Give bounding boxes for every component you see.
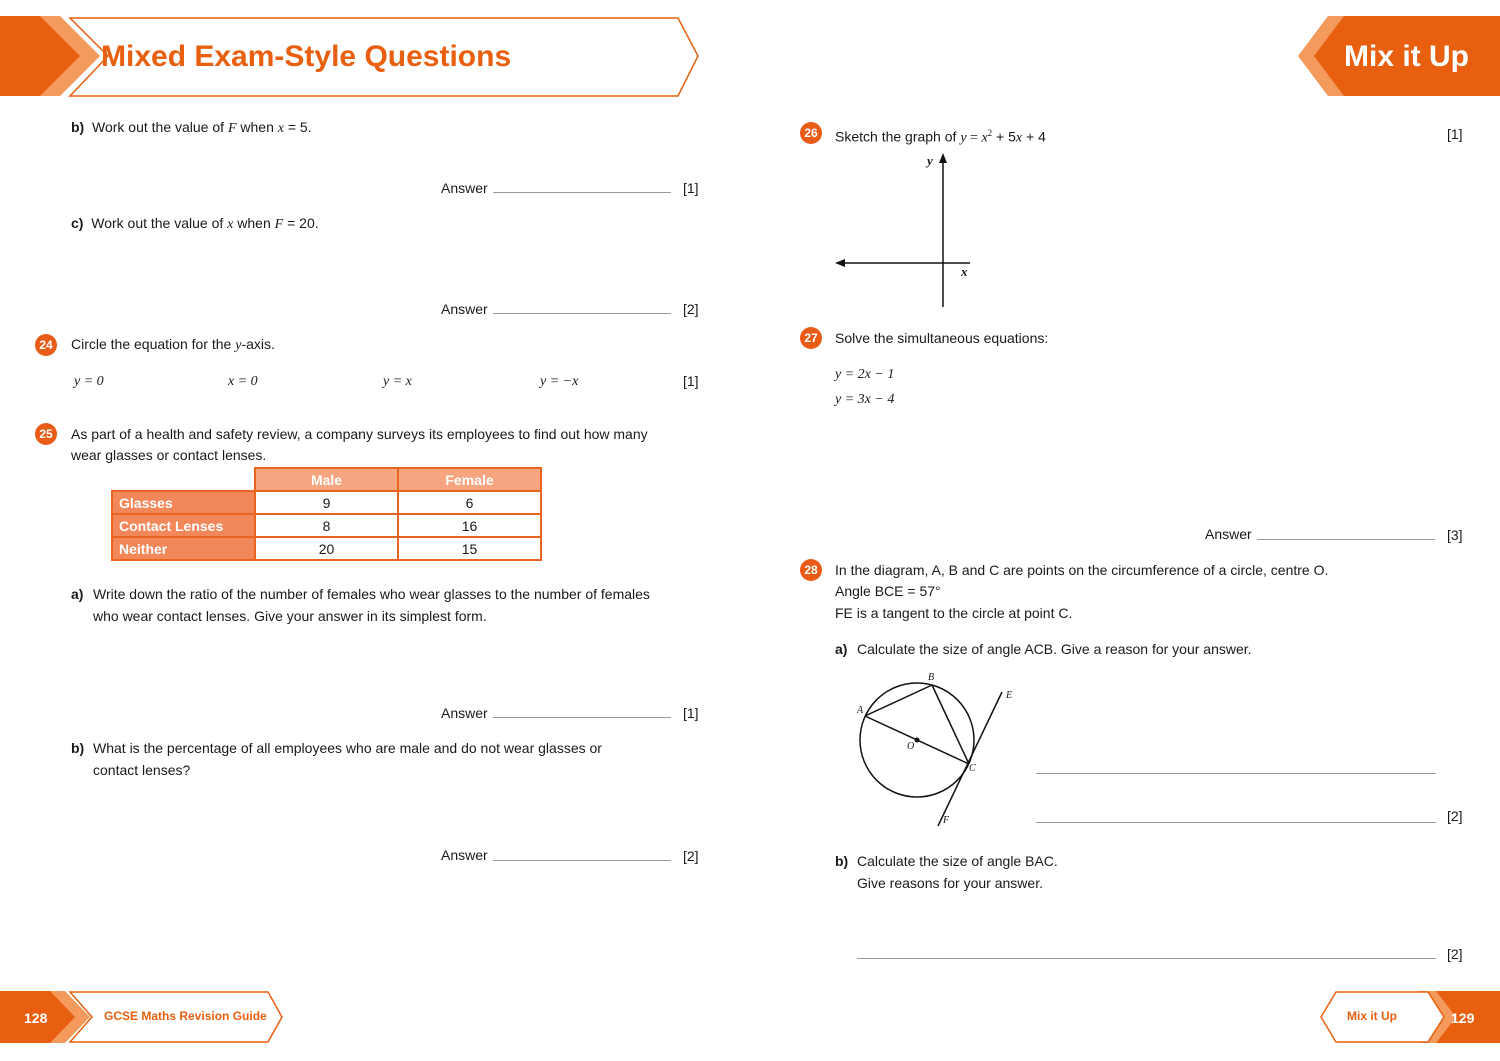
q25a-marks: [1] — [683, 705, 699, 721]
label-b: B — [928, 672, 935, 683]
question-number-26: 26 — [800, 122, 822, 144]
q28-line-1: In the diagram, A, B and C are points on the circumference of a circle, centre O. — [835, 562, 1329, 578]
table-cell: 8 — [255, 514, 398, 537]
q24-option-3[interactable]: y = x — [383, 374, 412, 389]
q28a-answer-line-2[interactable] — [1036, 822, 1436, 823]
table-cell: 6 — [398, 491, 541, 514]
page-number-right: 129 — [1451, 1010, 1475, 1026]
q25-line-1: As part of a health and safety review, a company surveys its employees to find out how many — [71, 426, 648, 442]
q24-option-4[interactable]: y = −x — [540, 374, 579, 389]
q25a-line-2: who wear contact lenses. Give your answer in its simplest form. — [93, 608, 487, 624]
q25a-part: a) — [71, 586, 84, 602]
q25b-part: b) — [71, 740, 85, 756]
q23c-marks: [2] — [683, 301, 699, 317]
q23c-answer-line[interactable] — [493, 313, 671, 314]
label-c: C — [969, 763, 976, 774]
column-header: Male — [255, 468, 398, 491]
table-cell: 9 — [255, 491, 398, 514]
x-axis-arrow — [835, 259, 845, 267]
q26-axes[interactable] — [830, 150, 980, 310]
q26-x-axis-label: x — [961, 264, 968, 279]
label-o: O — [907, 741, 915, 752]
question-number-28: 28 — [800, 559, 822, 581]
question-number-27: 27 — [800, 327, 822, 349]
question-number-24: 24 — [35, 334, 57, 356]
centre-point — [915, 738, 920, 743]
page-title: Mixed Exam-Style Questions — [101, 40, 512, 73]
q28a-answer-line-1[interactable] — [1036, 773, 1436, 774]
tangent-fe — [938, 692, 1002, 826]
q27-answer-line[interactable] — [1257, 539, 1435, 540]
q28-line-2: Angle BCE = 57° — [835, 583, 941, 599]
row-header: Glasses — [112, 491, 255, 514]
answer-label: Answer — [441, 180, 488, 196]
q28b-part: b) — [835, 853, 849, 869]
column-header: Female — [398, 468, 541, 491]
row-header: Contact Lenses — [112, 514, 255, 537]
section-title: Mix it Up — [1344, 40, 1469, 73]
q25a-line-1: Write down the ratio of the number of females who wear glasses to the number of females — [93, 586, 650, 602]
q27-equation-1: y = 2x − 1 — [835, 367, 895, 382]
table-row — [112, 514, 541, 537]
q26-question: Sketch the graph of $y = x^2 + 5x + 4$ — [835, 128, 1046, 146]
survey-table — [111, 467, 542, 561]
book-title: GCSE Maths Revision Guide — [104, 1009, 267, 1023]
table-row — [112, 537, 541, 560]
label-f: F — [943, 815, 950, 826]
q25b-line-2: contact lenses? — [93, 762, 191, 778]
q23b-part: b) — [71, 119, 85, 135]
table-row — [112, 491, 541, 514]
table-header-row — [112, 468, 541, 491]
q25b-marks: [2] — [683, 848, 699, 864]
q24-marks: [1] — [683, 373, 699, 389]
q25a-answer-line[interactable] — [493, 717, 671, 718]
answer-label: Answer — [441, 301, 488, 317]
question-number-25: 25 — [35, 423, 57, 445]
table-cell: 16 — [398, 514, 541, 537]
q23b-marks: [1] — [683, 180, 699, 196]
q28b-marks: [2] — [1447, 946, 1463, 962]
answer-label: Answer — [441, 847, 488, 863]
q25b-line-1: What is the percentage of all employees who are male and do not wear glasses or — [93, 740, 602, 756]
q28b-answer-line[interactable] — [857, 958, 1436, 959]
footer-section: Mix it Up — [1347, 1009, 1397, 1023]
answer-label: Answer — [1205, 526, 1252, 542]
label-e: E — [1006, 690, 1013, 701]
row-header: Neither — [112, 537, 255, 560]
q24-option-1[interactable]: y = 0 — [74, 374, 104, 389]
q28a-marks: [2] — [1447, 808, 1463, 824]
q25b-answer-line[interactable] — [493, 860, 671, 861]
table-cell: 15 — [398, 537, 541, 560]
chord-bc — [932, 685, 969, 764]
page-number-left: 128 — [24, 1010, 48, 1026]
q28-line-3: FE is a tangent to the circle at point C. — [835, 605, 1073, 621]
q27-marks: [3] — [1447, 527, 1463, 543]
q28b-line-2: Give reasons for your answer. — [857, 875, 1043, 891]
table-corner — [112, 468, 255, 491]
q26-marks: [1] — [1447, 126, 1463, 142]
answer-label: Answer — [441, 705, 488, 721]
q28a-text: Calculate the size of angle ACB. Give a reason for your answer. — [857, 641, 1252, 657]
q23b-question: b) Work out the value of F when x = 5. — [71, 119, 312, 136]
q28b-line-1: Calculate the size of angle BAC. — [857, 853, 1058, 869]
q23b-answer-line[interactable] — [493, 192, 671, 193]
q27-equation-2: y = 3x − 4 — [835, 392, 895, 407]
y-axis-arrow — [939, 153, 947, 163]
q23c-question: c) Work out the value of x when F = 20. — [71, 215, 319, 232]
q24-option-2[interactable]: x = 0 — [228, 374, 258, 389]
label-a: A — [857, 705, 864, 716]
q27-question: Solve the simultaneous equations: — [835, 330, 1049, 346]
q25-line-2: wear glasses or contact lenses. — [71, 447, 267, 463]
q28a-part: a) — [835, 641, 848, 657]
table-cell: 20 — [255, 537, 398, 560]
q26-y-axis-label: y — [927, 153, 933, 168]
q24-question: Circle the equation for the y-axis. — [71, 336, 275, 353]
